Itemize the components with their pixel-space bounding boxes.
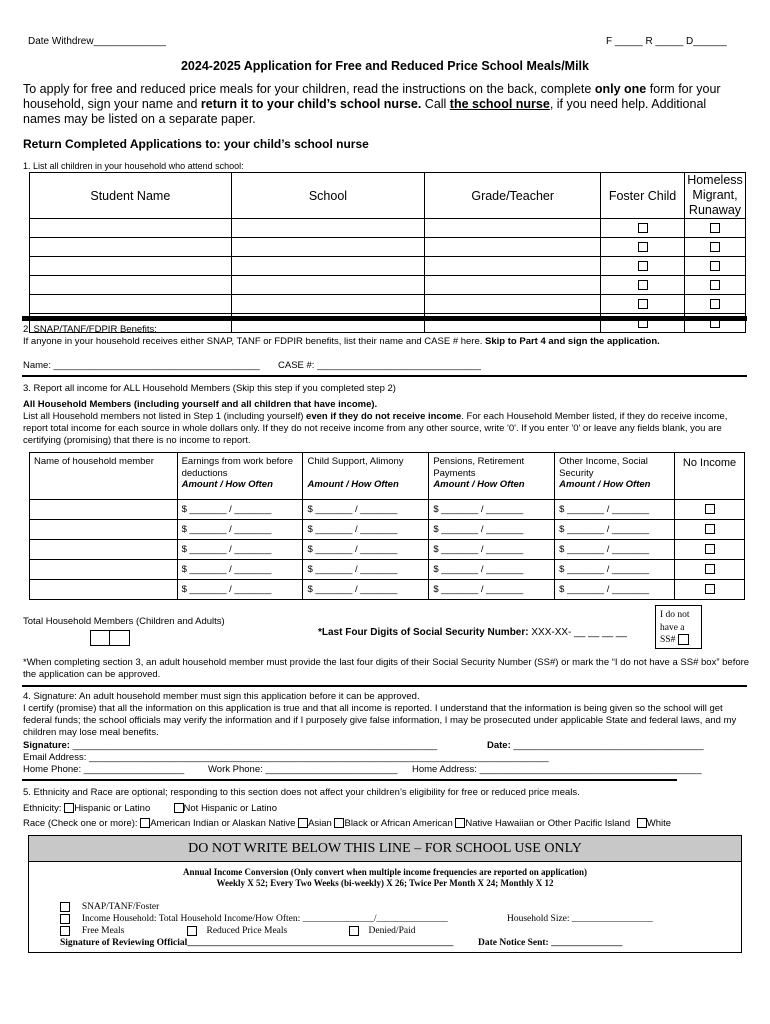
race-american-indian-checkbox[interactable] — [140, 818, 150, 828]
section-divider — [22, 685, 747, 687]
office-reduced: Reduced Price Meals — [187, 926, 287, 936]
header-no-income: No Income — [675, 453, 745, 500]
signature-field[interactable]: Signature: _____________________________________________________________________ — [23, 740, 438, 751]
child-support-input[interactable]: $ _______ / _______ — [303, 540, 429, 560]
school-input[interactable] — [231, 257, 425, 276]
race-black-checkbox[interactable] — [334, 818, 344, 828]
date-withdrew: Date Withdrew_____________ — [28, 36, 166, 47]
step5-label: 5. Ethnicity and Race are optional; responding to this section does not affect your children’s eligibility for free or reduced price meals. — [23, 787, 580, 798]
school-input[interactable] — [231, 238, 425, 257]
grade-teacher-input[interactable] — [425, 276, 601, 295]
table-row — [30, 520, 745, 540]
step4-text: I certify (promise) that all the information on this application is true and that all income is reported. I understand that the information is being given so the school will get federal funds; the school officials may verify the information and if I purposely give false information, I may be prosecuted under applicable State and federal laws, and my children may lose meal benefits. — [23, 703, 737, 738]
section-divider — [22, 375, 747, 377]
step4-label: 4. Signature: An adult household member must sign this application before it can be approved. — [23, 691, 420, 702]
other-income-input[interactable]: $ _______ / _______ — [555, 540, 675, 560]
header-earnings: Earnings from work before deductions Amount / How Often — [177, 453, 303, 500]
school-input[interactable] — [231, 219, 425, 238]
foster-checkbox[interactable] — [638, 299, 648, 309]
foster-checkbox[interactable] — [638, 261, 648, 271]
date-notice-sent[interactable]: Date Notice Sent: _______________ — [478, 938, 623, 948]
earnings-input[interactable]: $ _______ / _______ — [177, 560, 303, 580]
no-income-checkbox[interactable] — [705, 524, 715, 534]
student-name-input[interactable] — [30, 276, 232, 295]
total-members-label: Total Household Members (Children and Adults) — [23, 616, 225, 627]
frd-field: F _____ R _____ D______ — [606, 36, 727, 47]
denied-checkbox[interactable] — [349, 926, 359, 936]
child-support-input[interactable]: $ _______ / _______ — [303, 560, 429, 580]
child-support-input[interactable]: $ _______ / _______ — [303, 580, 429, 600]
homeless-checkbox[interactable] — [710, 261, 720, 271]
header-pensions: Pensions, Retirement Payments Amount / How Often — [429, 453, 555, 500]
step1-label: 1. List all children in your household who attend school: — [23, 161, 244, 171]
pensions-input[interactable]: $ _______ / _______ — [429, 500, 555, 520]
header-foster-child: Foster Child — [601, 173, 685, 219]
ssn-input[interactable]: XXX-XX- __ __ __ __ — [531, 627, 627, 638]
email-field[interactable]: Email Address: _______________________________________________________________________________________ — [23, 752, 549, 763]
step2-text: If anyone in your household receives either SNAP, TANF or FDPIR benefits, list their name and CASE # here. Skip to Part 4 and sign the application. — [23, 336, 660, 347]
income-conversion-rates: Weekly X 52; Every Two Weeks (bi-weekly) X 26; Twice Per Month X 24; Monthly X 12 — [216, 878, 554, 888]
table-row — [30, 257, 746, 276]
case-number-field[interactable]: CASE #: _______________________________ — [278, 360, 481, 371]
header-grade-teacher: Grade/Teacher — [425, 173, 601, 219]
header-homeless: Homeless Migrant, Runaway — [684, 173, 745, 219]
table-row — [30, 295, 746, 314]
pensions-input[interactable]: $ _______ / _______ — [429, 520, 555, 540]
reviewing-official-signature[interactable]: Signature of Reviewing Official________________________________________________________ — [60, 938, 454, 948]
home-phone-field[interactable]: Home Phone: ___________________ — [23, 764, 185, 775]
children-table — [29, 172, 746, 333]
office-income-household: Income Household: Total Household Income/How Often: _______________/_______________ — [60, 914, 448, 924]
office-household-size[interactable]: Household Size: _________________ — [507, 914, 653, 924]
earnings-input[interactable]: $ _______ / _______ — [177, 500, 303, 520]
home-address-field[interactable]: Home Address: __________________________________________ — [412, 764, 702, 775]
race-asian-checkbox[interactable] — [298, 818, 308, 828]
student-name-input[interactable] — [30, 257, 232, 276]
race-row: Race (Check one or more): American Indian or Alaskan Native Asian Black or African American Native Hawaiian or Other Pacific Island White — [23, 818, 672, 829]
step2-label: 2. SNAP/TANF/FDPIR Benefits: — [23, 324, 157, 335]
foster-checkbox[interactable] — [638, 280, 648, 290]
header-other-income: Other Income, Social Security Amount / How Often — [555, 453, 675, 500]
not-hispanic-checkbox[interactable] — [174, 803, 184, 813]
race-white-checkbox[interactable] — [637, 818, 647, 828]
homeless-checkbox[interactable] — [710, 223, 720, 233]
other-income-input[interactable]: $ _______ / _______ — [555, 520, 675, 540]
table-row — [30, 560, 745, 580]
table-row — [30, 580, 745, 600]
member-name-input[interactable] — [30, 580, 178, 600]
header-student-name: Student Name — [30, 173, 232, 219]
page-title: 2024-2025 Application for Free and Reduced Price School Meals/Milk — [180, 59, 589, 73]
return-to: Return Completed Applications to: your child’s school nurse — [23, 137, 369, 151]
other-income-input[interactable]: $ _______ / _______ — [555, 580, 675, 600]
earnings-input[interactable]: $ _______ / _______ — [177, 540, 303, 560]
office-free: Free Meals — [60, 926, 124, 936]
no-ssn-checkbox[interactable] — [678, 634, 689, 645]
free-meals-checkbox[interactable] — [60, 926, 70, 936]
office-use-banner: DO NOT WRITE BELOW THIS LINE – FOR SCHOOL USE ONLY — [29, 836, 741, 862]
child-support-input[interactable]: $ _______ / _______ — [303, 520, 429, 540]
other-income-input[interactable]: $ _______ / _______ — [555, 560, 675, 580]
table-row — [30, 276, 746, 295]
grade-teacher-input[interactable] — [425, 295, 601, 314]
child-support-input[interactable]: $ _______ / _______ — [303, 500, 429, 520]
homeless-checkbox[interactable] — [710, 280, 720, 290]
table-row — [30, 500, 745, 520]
student-name-input[interactable] — [30, 238, 232, 257]
section-divider — [22, 316, 747, 321]
no-income-checkbox[interactable] — [705, 544, 715, 554]
earnings-input[interactable]: $ _______ / _______ — [177, 520, 303, 540]
student-name-input[interactable] — [30, 219, 232, 238]
ssn-note: *When completing section 3, an adult household member must provide the last four digits of their Social Security Number (SS#) or mark the “I do not have a SS# box” before the application can be approved. — [23, 657, 750, 680]
no-income-checkbox[interactable] — [705, 584, 715, 594]
income-table — [29, 452, 745, 600]
header-child-support: Child Support, Alimony Amount / How Often — [303, 453, 429, 500]
income-household-checkbox[interactable] — [60, 914, 70, 924]
hispanic-checkbox[interactable] — [64, 803, 74, 813]
member-name-input[interactable] — [30, 540, 178, 560]
grade-teacher-input[interactable] — [425, 219, 601, 238]
earnings-input[interactable]: $ _______ / _______ — [177, 580, 303, 600]
table-row — [30, 540, 745, 560]
school-input[interactable] — [231, 276, 425, 295]
member-name-input[interactable] — [30, 500, 178, 520]
grade-teacher-input[interactable] — [425, 238, 601, 257]
student-name-input[interactable] — [30, 295, 232, 314]
member-name-input[interactable] — [30, 520, 178, 540]
step3-label: 3. Report all income for ALL Household Members (Skip this step if you completed step 2) — [23, 383, 396, 394]
pensions-input[interactable]: $ _______ / _______ — [429, 580, 555, 600]
other-income-input[interactable]: $ _______ / _______ — [555, 500, 675, 520]
table-row — [30, 238, 746, 257]
reduced-meals-checkbox[interactable] — [187, 926, 197, 936]
no-income-checkbox[interactable] — [705, 504, 715, 514]
homeless-checkbox[interactable] — [710, 299, 720, 309]
snap-checkbox[interactable] — [60, 902, 70, 912]
office-denied: Denied/Paid — [349, 926, 415, 936]
date-field[interactable]: Date: ____________________________________ — [487, 740, 704, 751]
school-input[interactable] — [231, 295, 425, 314]
homeless-checkbox[interactable] — [710, 242, 720, 252]
step3-heading: All Household Members (including yourself and all children that have income). — [23, 399, 378, 410]
snap-name-field[interactable]: Name: _______________________________________ — [23, 360, 260, 371]
foster-checkbox[interactable] — [638, 223, 648, 233]
no-ssn-box: I do not have a SS# — [655, 605, 702, 649]
race-hawaiian-checkbox[interactable] — [455, 818, 465, 828]
section-divider — [22, 779, 677, 781]
ethnicity-row: Ethnicity: Hispanic or Latino Not Hispanic or Latino — [23, 803, 277, 814]
ssn-field: *Last Four Digits of Social Security Number: XXX-XX- __ __ __ __ — [318, 627, 627, 638]
intro-paragraph: To apply for free and reduced price meals for your children, read the instructions on the back, complete only one form for your household, sign your name and return it to your child’s school nurse. Call the school nurse, if you need help. Additional names may be listed on a separate paper. — [23, 82, 721, 126]
income-conversion-title: Annual Income Conversion (Only convert when multiple income frequencies are reported on application) — [183, 867, 587, 877]
work-phone-field[interactable]: Work Phone: _________________________ — [208, 764, 398, 775]
no-income-checkbox[interactable] — [705, 564, 715, 574]
table-row — [30, 219, 746, 238]
member-name-input[interactable] — [30, 560, 178, 580]
grade-teacher-input[interactable] — [425, 257, 601, 276]
header-household-member: Name of household member — [30, 453, 178, 500]
total-members-input[interactable] — [90, 630, 130, 646]
step3-text: List all Household members not listed in Step 1 (including yourself) even if they do not receive income. For each Household Member listed, if they do receive income, report total income for each source in whole dollars only. If they do not receive income from any other source, write '0'. If you enter '0' or leave any fields blank, you are certifying (promising) that there is no income to report. — [23, 411, 728, 446]
office-snap: SNAP/TANF/Foster — [60, 902, 159, 912]
foster-checkbox[interactable] — [638, 242, 648, 252]
pensions-input[interactable]: $ _______ / _______ — [429, 560, 555, 580]
header-school: School — [231, 173, 425, 219]
pensions-input[interactable]: $ _______ / _______ — [429, 540, 555, 560]
